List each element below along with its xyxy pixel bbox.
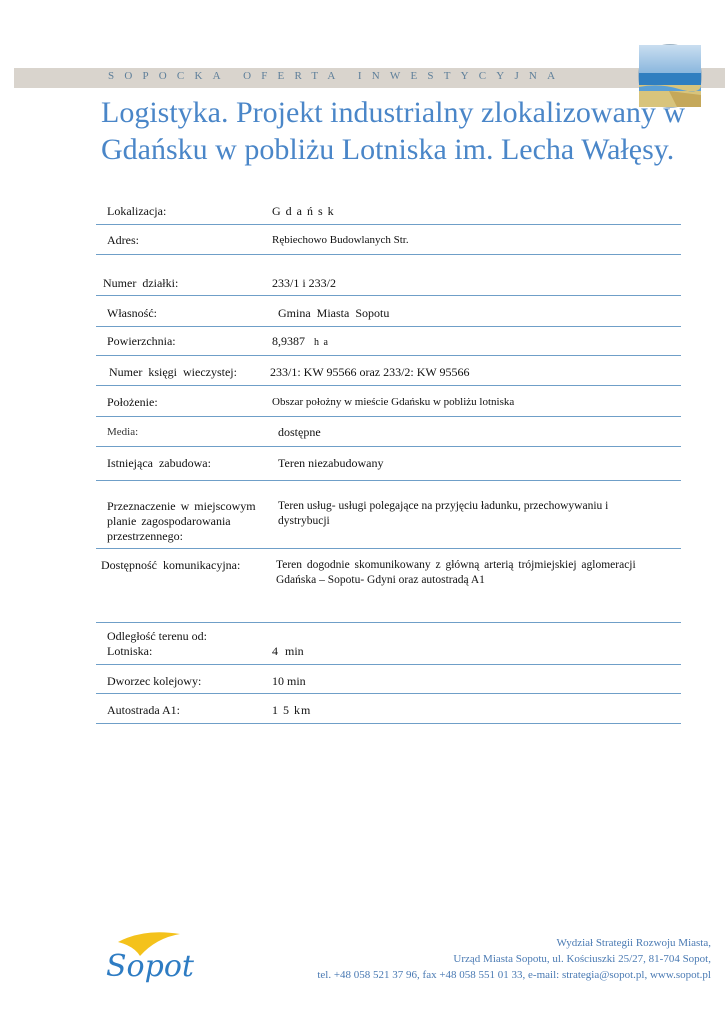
value-lokalizacja: G d a ń s k	[272, 204, 335, 218]
label-przeznaczenie	[107, 499, 256, 544]
sopot-logo-text: Sopot	[106, 949, 194, 984]
header-band-text: SOPOCKA OFERTA INWESTYCYJNA	[108, 70, 566, 82]
value-autostrada: 1 5 km	[272, 703, 312, 717]
label-powierzchnia: Powierzchnia:	[107, 334, 176, 348]
label-autostrada: Autostrada A1:	[107, 703, 180, 717]
sopot-logo	[104, 920, 194, 990]
divider	[96, 480, 681, 481]
divider	[96, 622, 681, 623]
label-odleglosc-heading: Odległość terenu od:	[107, 629, 207, 643]
value-dworzec: 10 min	[272, 674, 306, 688]
value-adres: Rębiechowo Budowlanych Str.	[272, 234, 409, 246]
divider	[96, 385, 681, 386]
value-powierzchnia-unit: h a	[314, 337, 329, 348]
label-dworzec: Dworzec kolejowy:	[107, 674, 202, 688]
divider	[96, 416, 681, 417]
divider	[96, 326, 681, 327]
value-wlasnosc: Gmina Miasta Sopotu	[278, 306, 390, 320]
divider	[96, 446, 681, 447]
value-powierzchnia-number: 8,9387	[272, 334, 305, 348]
page-title-line2: Gdańsku w pobliżu Lotniska im. Lecha Wałęsy.	[101, 133, 675, 166]
divider	[96, 548, 681, 549]
page-title	[101, 94, 701, 168]
label-lokalizacja: Lokalizacja:	[107, 204, 167, 218]
value-numer-dzialki: 233/1 i 233/2	[272, 276, 337, 290]
value-przeznaczenie-line1: Teren usług- usługi polegające na przyjęciu ładunku, przechowywaniu i	[278, 500, 609, 512]
label-odleglosc	[107, 629, 207, 659]
label-adres: Adres:	[107, 233, 139, 247]
footer-line1: Wydział Strategii Rozwoju Miasta,	[556, 937, 711, 949]
label-dostepnosc: Dostępność komunikacyjna:	[101, 558, 241, 572]
value-zabudowa: Teren niezabudowany	[278, 456, 384, 470]
value-numer-ksiegi: 233/1: KW 95566 oraz 233/2: KW 95566	[270, 365, 470, 379]
value-przeznaczenie	[278, 499, 608, 529]
label-polozenie: Położenie:	[107, 395, 158, 409]
label-numer-dzialki: Numer działki:	[103, 276, 179, 290]
value-dostepnosc	[276, 558, 636, 588]
divider	[96, 224, 681, 225]
divider	[96, 723, 681, 724]
divider	[96, 693, 681, 694]
value-polozenie: Obszar położny w mieście Gdańsku w pobliżu lotniska	[272, 396, 515, 408]
label-media: Media:	[107, 426, 139, 438]
label-przeznaczenie-line1: Przeznaczenie w miejscowym	[107, 499, 256, 513]
footer-contact	[317, 935, 711, 983]
divider	[96, 355, 681, 356]
value-powierzchnia	[272, 334, 329, 350]
label-lotniska: Lotniska:	[107, 644, 153, 658]
divider	[96, 254, 681, 255]
value-lotniska: 4 min	[272, 644, 304, 658]
label-przeznaczenie-line2: planie zagospodarowania	[107, 514, 231, 528]
divider	[96, 664, 681, 665]
label-zabudowa: Istniejąca zabudowa:	[107, 456, 211, 470]
value-media: dostępne	[278, 425, 321, 439]
label-przeznaczenie-line3: przestrzennego:	[107, 529, 183, 543]
value-dostepnosc-line2: Gdańska – Sopotu- Gdyni oraz autostradą A1	[276, 574, 485, 586]
footer-line3: tel. +48 058 521 37 96, fax +48 058 551 01 33, e-mail: strategia@sopot.pl, www.sopot.pl	[317, 969, 711, 981]
footer-line2: Urząd Miasta Sopotu, ul. Kościuszki 25/27, 81-704 Sopot,	[453, 953, 711, 965]
value-przeznaczenie-line2: dystrybucji	[278, 515, 330, 527]
label-wlasnosc: Własność:	[107, 306, 157, 320]
value-dostepnosc-line1: Teren dogodnie skomunikowany z główną arterią trójmiejskiej aglomeracji	[276, 559, 636, 571]
page-title-line1: Logistyka. Projekt industrialny zlokalizowany w	[101, 96, 686, 129]
divider	[96, 295, 681, 296]
label-numer-ksiegi: Numer księgi wieczystej:	[109, 365, 237, 379]
